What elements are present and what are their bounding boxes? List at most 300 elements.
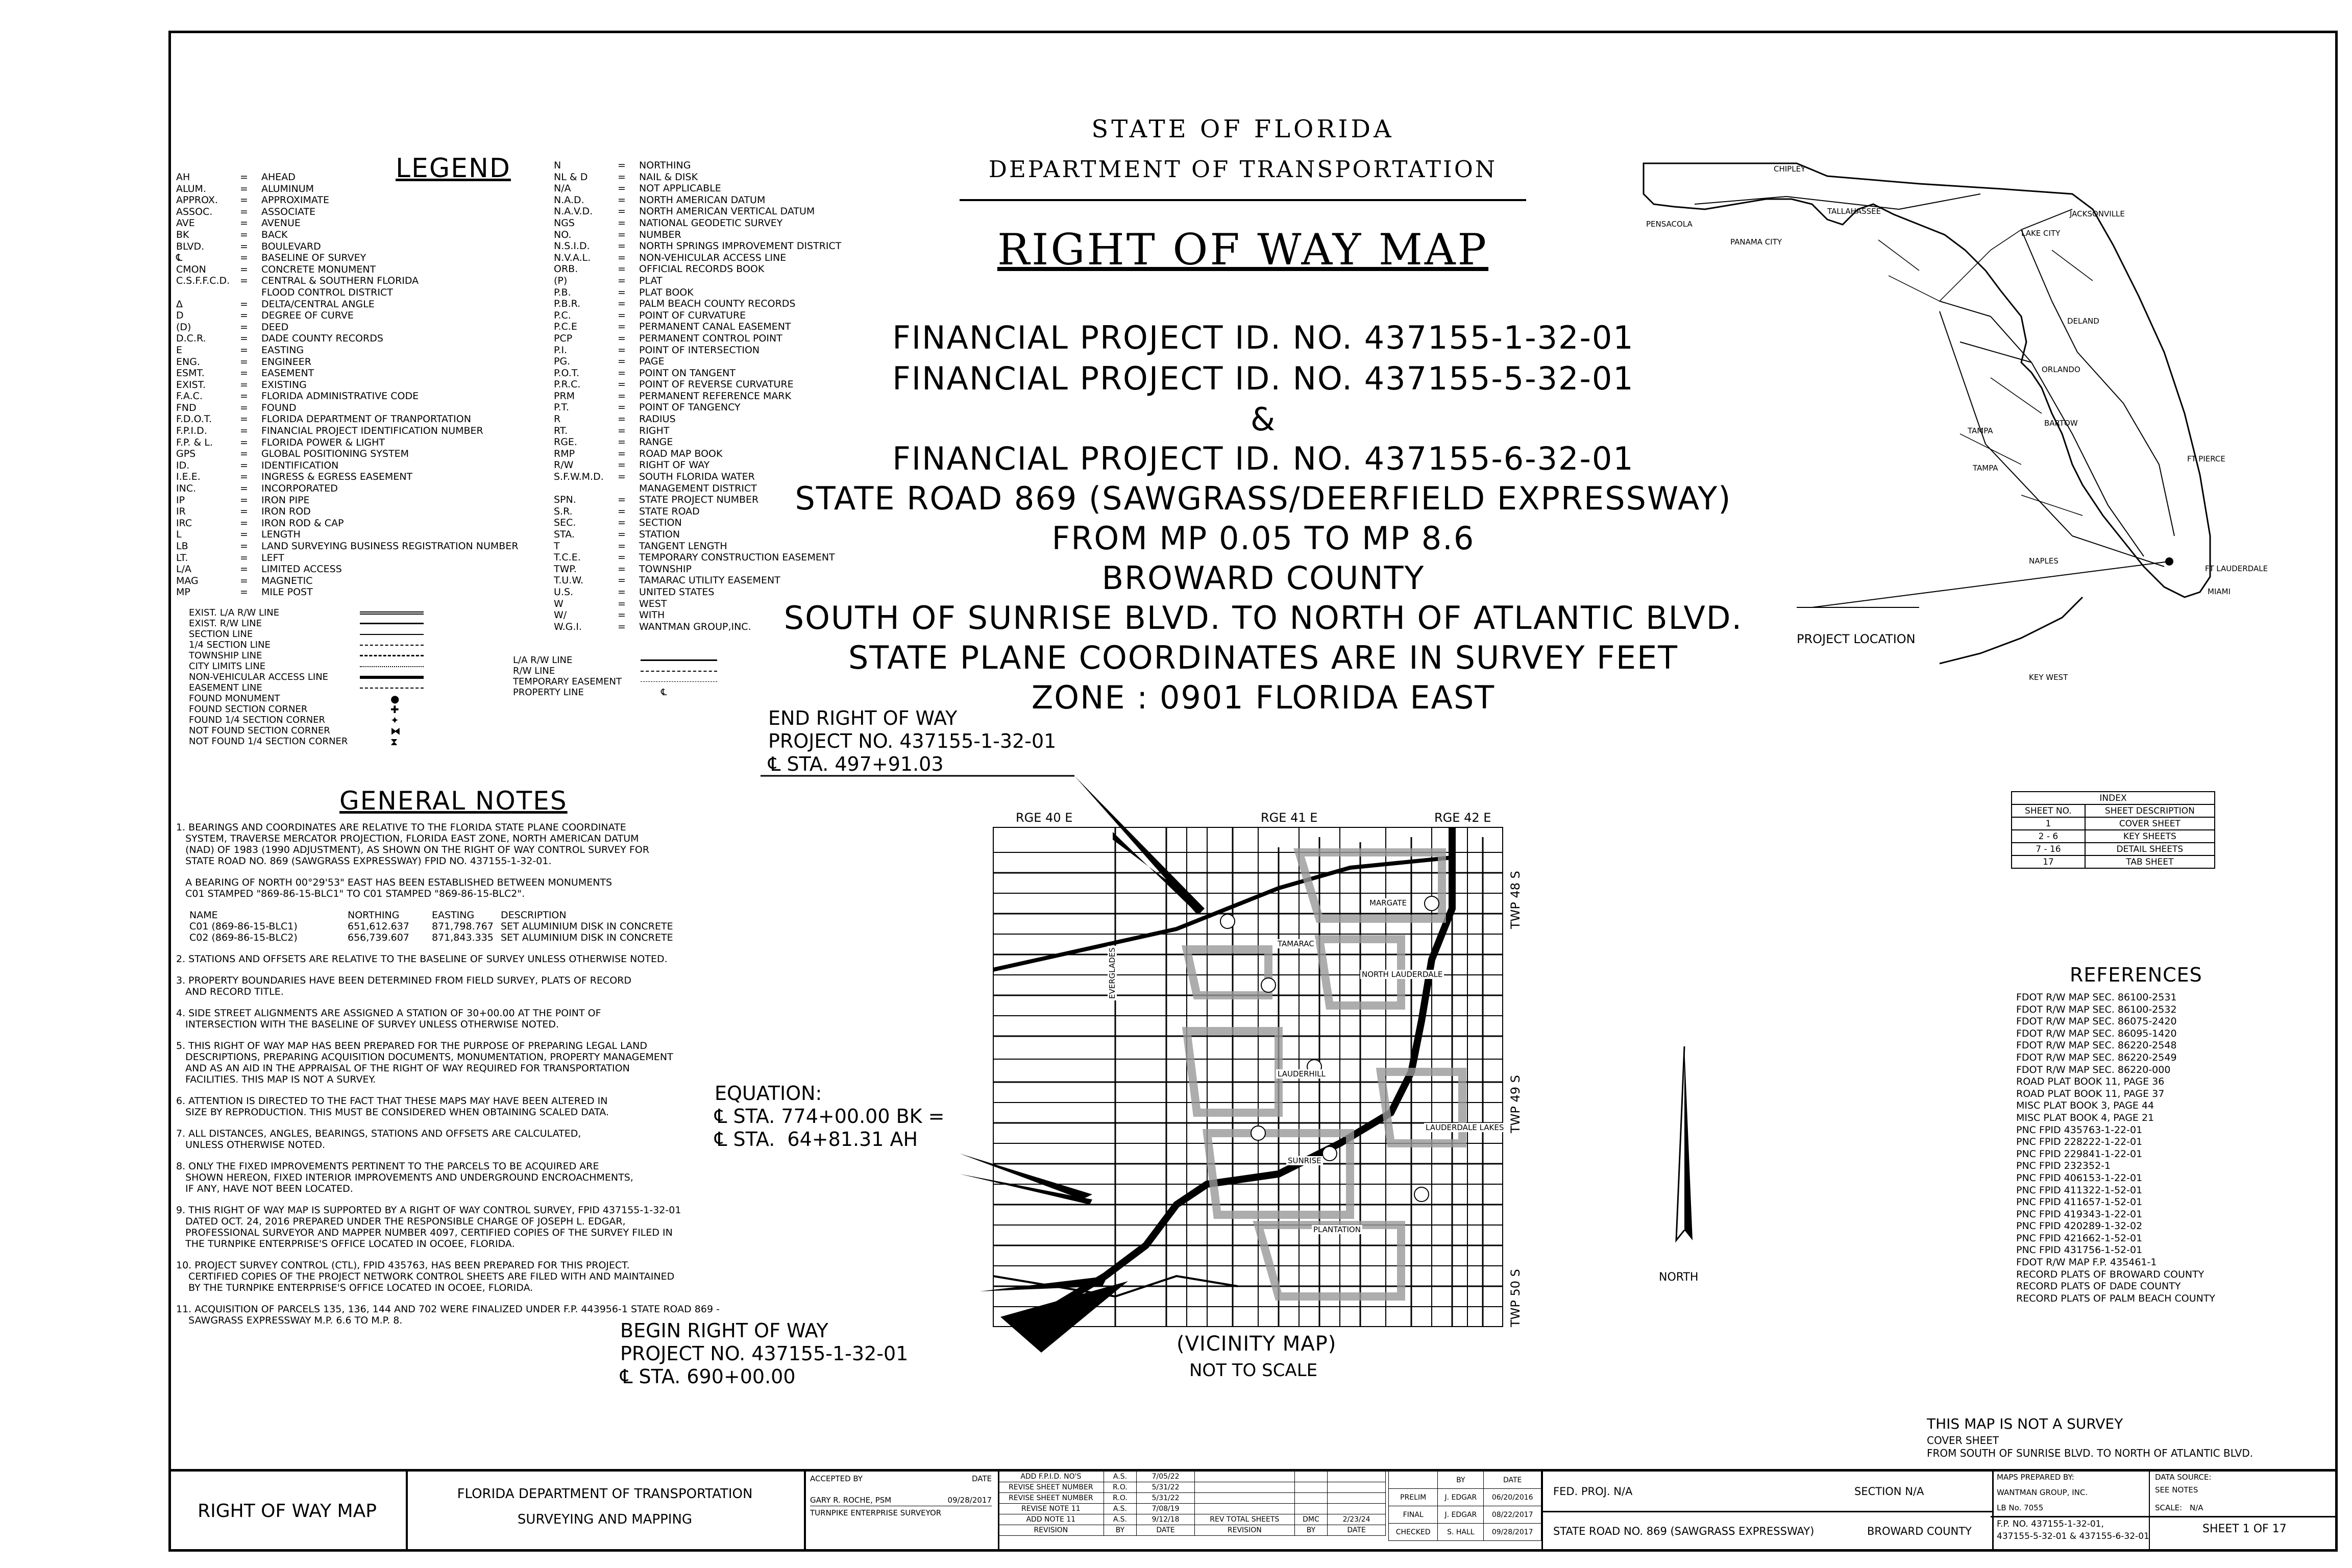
references-list xyxy=(2016,992,2215,1305)
monument-table-cell: SET ALUMINIUM DISK IN CONCRETE xyxy=(501,921,673,932)
legend-line-row xyxy=(189,725,424,736)
legend-entry xyxy=(554,287,841,299)
legend-meaning: TEMPORARY CONSTRUCTION EASEMENT xyxy=(639,552,835,564)
legend-entry xyxy=(176,437,519,449)
legend-equals: = xyxy=(618,252,626,263)
legend-line-label: NOT FOUND 1/4 SECTION CORNER xyxy=(189,736,348,747)
florida-city-label: ORLANDO xyxy=(2042,365,2080,374)
legend-abbr: STA. xyxy=(554,529,575,540)
reference-item: FDOT R/W MAP F.P. 435461-1 xyxy=(2016,1257,2157,1268)
legend-abbr: CMON xyxy=(176,263,206,275)
legend-meaning: STATE PROJECT NUMBER xyxy=(639,494,759,506)
legend-abbr: LB xyxy=(176,541,188,552)
legend-equals: = xyxy=(618,298,626,310)
revision-cell: 7/05/22 xyxy=(1137,1472,1195,1482)
legend-abbr: ℄ xyxy=(176,252,183,264)
title-block-map-type-text: RIGHT OF WAY MAP xyxy=(198,1500,377,1522)
legend-symbol-icon: ✚ xyxy=(390,703,399,716)
legend-abbr: BLVD. xyxy=(176,240,205,252)
index-row xyxy=(2012,830,2215,843)
legend-meaning: RIGHT xyxy=(639,425,670,436)
legend-abbr: NGS xyxy=(554,217,575,229)
legend-abbr: P.I. xyxy=(554,344,568,356)
legend-meaning: TAMARAC UTILITY EASEMENT xyxy=(639,575,780,586)
legend-equals: = xyxy=(240,494,248,506)
legend-entry xyxy=(176,275,519,287)
reference-item: MISC PLAT BOOK 4, PAGE 21 xyxy=(2016,1112,2154,1123)
legend-equals: = xyxy=(618,309,626,321)
legend-abbr: W xyxy=(554,598,564,609)
ampersand: & xyxy=(1250,401,1277,438)
approval-cell: J. EDGAR xyxy=(1438,1489,1484,1506)
division-name: SURVEYING AND MAPPING xyxy=(517,1512,693,1527)
section-label: SECTION N/A xyxy=(1854,1485,1924,1498)
reference-item: FDOT R/W MAP SEC. 86100-2531 xyxy=(2016,992,2177,1003)
legend-line-sample xyxy=(360,688,424,689)
legend-equals: = xyxy=(618,563,626,575)
legend-meaning: WEST xyxy=(639,598,667,609)
legend-meaning: LIMITED ACCESS xyxy=(261,564,342,575)
legend-equals: = xyxy=(240,402,248,413)
legend-meaning: ASSOCIATE xyxy=(261,206,316,217)
legend-entry xyxy=(176,172,519,183)
legend-meaning: SECTION xyxy=(639,517,682,529)
legend-abbr: D.C.R. xyxy=(176,333,206,345)
reference-item: PNC FPID 229841-1-22-01 xyxy=(2016,1148,2143,1160)
legend-equals: = xyxy=(240,459,248,471)
state-road-line: STATE ROAD 869 (SAWGRASS/DEERFIELD EXPRESSWAY) xyxy=(795,480,1732,517)
legend-meaning: PERMANENT CANAL EASEMENT xyxy=(639,321,791,333)
data-source-label: DATA SOURCE: xyxy=(2155,1473,2212,1482)
legend-abbr: P.R.C. xyxy=(554,379,581,390)
legend-meaning: IDENTIFICATION xyxy=(261,459,339,471)
legend-meaning: MAGNETIC xyxy=(261,575,313,586)
accepted-date-label: DATE xyxy=(971,1474,992,1483)
florida-city-label: TAMPA xyxy=(1973,463,1998,473)
revision-cell: REVISE NOTE 11 xyxy=(998,1504,1104,1514)
legend-meaning: RIGHT OF WAY xyxy=(639,459,710,471)
index-cell: 17 xyxy=(2012,855,2085,868)
legend-equals: = xyxy=(618,540,626,552)
legend-equals: = xyxy=(240,252,248,264)
approval-row xyxy=(1389,1489,1541,1506)
revision-header-row xyxy=(998,1525,1386,1536)
legend-line-label: EASEMENT LINE xyxy=(189,682,262,693)
revision-cell: REVISE SHEET NUMBER xyxy=(998,1482,1104,1493)
index-cell: DETAIL SHEETS xyxy=(2085,843,2215,855)
legend-equals: = xyxy=(240,575,248,586)
legend-equals: = xyxy=(618,517,626,529)
legend-meaning: STATE ROAD xyxy=(639,505,700,517)
reference-item: PNC FPID 228222-1-22-01 xyxy=(2016,1136,2143,1148)
approval-row xyxy=(1389,1506,1541,1524)
legend-equals: = xyxy=(618,552,626,564)
heading-divider xyxy=(960,199,1526,201)
reference-item: ROAD PLAT BOOK 11, PAGE 36 xyxy=(2016,1076,2165,1088)
monument-table-cell: C02 (869-86-15-BLC2) xyxy=(189,932,298,943)
legend-line-label: TEMPORARY EASEMENT xyxy=(513,676,622,687)
legend-equals: = xyxy=(240,586,248,598)
index-cell: TAB SHEET xyxy=(2085,855,2215,868)
legend-meaning: WANTMAN GROUP,INC. xyxy=(639,621,751,632)
legend-abbr: IRC xyxy=(176,517,192,529)
legend-meaning: AVENUE xyxy=(261,217,301,229)
legend-abbr: AVE xyxy=(176,217,195,229)
reference-item: PNC FPID 421662-1-52-01 xyxy=(2016,1232,2143,1244)
fpid-line-1: FINANCIAL PROJECT ID. NO. 437155-1-32-01 xyxy=(892,319,1634,356)
legend-entry xyxy=(554,172,841,183)
index-row xyxy=(2012,817,2215,830)
legend-abbr: PG. xyxy=(554,356,571,368)
legend-equals: = xyxy=(240,206,248,217)
legend-equals: = xyxy=(240,379,248,390)
index-row xyxy=(2012,855,2215,868)
legend-entry xyxy=(554,206,841,217)
legend-line-sample xyxy=(360,676,424,679)
revision-cell xyxy=(1294,1482,1328,1493)
florida-city-label: CHIPLEY xyxy=(1774,164,1806,174)
legend-meaning: TANGENT LENGTH xyxy=(639,540,727,552)
legend-equals: = xyxy=(618,217,626,229)
coordinates-line: STATE PLANE COORDINATES ARE IN SURVEY FEET xyxy=(848,639,1679,676)
approval-cell: S. HALL xyxy=(1438,1524,1484,1541)
legend-meaning: FLORIDA ADMINISTRATIVE CODE xyxy=(261,390,419,402)
legend-meaning: DELTA/CENTRAL ANGLE xyxy=(261,298,375,310)
legend-abbr: I.E.E. xyxy=(176,471,201,483)
legend-meaning: POINT OF INTERSECTION xyxy=(639,344,760,356)
approval-cell: CHECKED xyxy=(1389,1524,1438,1541)
florida-city-label: KEY WEST xyxy=(2029,673,2068,682)
reference-item: PNC FPID 431756-1-52-01 xyxy=(2016,1244,2143,1256)
monument-table-cell: SET ALUMINIUM DISK IN CONCRETE xyxy=(501,932,673,943)
legend-equals: = xyxy=(618,321,626,333)
legend-abbr: IR xyxy=(176,506,186,518)
legend-equals: = xyxy=(618,436,626,448)
legend-equals: = xyxy=(618,286,626,298)
reference-item: ROAD PLAT BOOK 11, PAGE 37 xyxy=(2016,1088,2165,1099)
north-arrow-icon xyxy=(1674,1046,1695,1261)
not-a-survey-note: THIS MAP IS NOT A SURVEY xyxy=(1927,1415,2123,1432)
agency-name: FLORIDA DEPARTMENT OF TRANSPORTATION xyxy=(457,1486,753,1502)
revision-cell: A.S. xyxy=(1104,1504,1137,1514)
legend-line-row xyxy=(189,629,424,640)
revision-cell: 7/08/19 xyxy=(1137,1504,1195,1514)
legend-equals: = xyxy=(618,229,626,240)
township-label: TWP 48 S xyxy=(1508,871,1523,929)
legend-line-label: L/A R/W LINE xyxy=(513,655,573,666)
revision-row xyxy=(998,1504,1386,1514)
project-block xyxy=(1541,1470,1994,1552)
general-note: A BEARING OF NORTH 00°29'53" EAST HAS BEEN ESTABLISHED BETWEEN MONUMENTS C01 STAMPED "869-86-15-BLC1" TO C01 STAMPED "869-86-15-BLC2". xyxy=(185,877,612,899)
legend-line-label: FOUND MONUMENT xyxy=(189,693,280,704)
legend-meaning: UNITED STATES xyxy=(639,586,715,598)
reference-item: PNC FPID 232352-1 xyxy=(2016,1160,2111,1172)
reference-item: MISC PLAT BOOK 3, PAGE 44 xyxy=(2016,1100,2154,1112)
vicinity-map-subtitle: NOT TO SCALE xyxy=(1189,1360,1318,1381)
monument-table-cell: 656,739.607 xyxy=(348,932,409,943)
index-cell: 1 xyxy=(2012,817,2085,830)
legend-line-label: TOWNSHIP LINE xyxy=(189,650,262,661)
legend-entry xyxy=(176,206,519,218)
range-label: RGE 41 E xyxy=(1261,811,1318,825)
general-note: 6. ATTENTION IS DIRECTED TO THE FACT THAT THESE MAPS MAY HAVE BEEN ALTERED IN SIZE BY REPRODUCTION. THIS MUST BE CONSIDERED WHEN OBTAINING SCALED DATA. xyxy=(176,1095,609,1118)
legend-entry xyxy=(176,448,519,460)
monument-table-cell: NORTHING xyxy=(348,910,400,921)
legend-abbr: E xyxy=(176,344,183,356)
legend-abbr: P.C. xyxy=(554,309,571,321)
legend-abbr: W/ xyxy=(554,609,567,621)
legend-equals: = xyxy=(618,425,626,436)
legend-abbr: R/W xyxy=(554,459,574,471)
legend-meaning: PLAT BOOK xyxy=(639,286,694,298)
legend-equals: = xyxy=(618,529,626,540)
revision-row xyxy=(998,1482,1386,1493)
index-cell: SHEET DESCRIPTION xyxy=(2085,804,2215,817)
legend-line-row xyxy=(189,682,424,693)
approval-row xyxy=(1389,1524,1541,1541)
township-label: TWP 50 S xyxy=(1508,1269,1523,1327)
index-cell: 2 - 6 xyxy=(2012,830,2085,843)
monument-table-header xyxy=(189,910,738,921)
legend-abbr: ALUM. xyxy=(176,183,206,194)
revision-row xyxy=(998,1472,1386,1482)
reference-item: RECORD PLATS OF BROWARD COUNTY xyxy=(2016,1268,2204,1280)
revision-cell xyxy=(1328,1493,1386,1504)
reference-item: FDOT R/W MAP SEC. 86100-2532 xyxy=(2016,1003,2177,1015)
legend-abbr: ASSOC. xyxy=(176,206,213,217)
legend-line-label: NOT FOUND SECTION CORNER xyxy=(189,725,330,736)
revision-cell: R.O. xyxy=(1104,1493,1137,1504)
index-cell: COVER SHEET xyxy=(2085,817,2215,830)
legend-entry xyxy=(176,345,519,356)
legend-abbr: N.A.V.D. xyxy=(554,206,593,217)
legend-entry xyxy=(176,471,519,483)
legend-line-label: CITY LIMITS LINE xyxy=(189,661,266,672)
legend-entry xyxy=(176,586,519,598)
revision-cell: DATE xyxy=(1328,1525,1386,1536)
legend-entry xyxy=(176,564,519,575)
revision-table xyxy=(998,1471,1386,1536)
reference-item: PNC FPID 420289-1-32-02 xyxy=(2016,1220,2143,1232)
general-note: 1. BEARINGS AND COORDINATES ARE RELATIVE TO THE FLORIDA STATE PLANE COORDINATE SYSTEM, TRAVERSE MERCATOR PROJECTION, FLORIDA EAST ZONE, NORTH AMERICAN DATUM (NAD) OF 1983 (1990 ADJUSTMENT), AS SHOWN ON THE RIGHT OF WAY CONTROL SURVEY FOR STATE ROAD NO. 869 (SAWGRASS EXPRESSWAY) FPID NO. 437155-1-32-01. xyxy=(176,822,650,867)
legend-meaning: WITH xyxy=(639,609,665,621)
legend-line-row xyxy=(189,715,424,725)
revision-cell: 9/12/18 xyxy=(1137,1514,1195,1525)
florida-city-label: LAKE CITY xyxy=(2021,229,2061,238)
legend-line-row xyxy=(189,640,424,650)
references-title: REFERENCES xyxy=(2070,964,2202,986)
legend-equals: = xyxy=(618,332,626,344)
legend-abbr xyxy=(176,287,240,299)
legend-line-label: EXIST. L/A R/W LINE xyxy=(189,607,280,618)
florida-city-label: TAMPA xyxy=(1968,426,1993,435)
legend-meaning: FLORIDA DEPARTMENT OF TRANPORTATION xyxy=(261,413,471,425)
surveyor-title: TURNPIKE ENTERPRISE SURVEYOR xyxy=(810,1508,942,1517)
revision-cell: A.S. xyxy=(1104,1472,1137,1482)
general-note: 7. ALL DISTANCES, ANGLES, BEARINGS, STATIONS AND OFFSETS ARE CALCULATED, UNLESS OTHERWISE NOTED. xyxy=(176,1128,581,1150)
legend-symbol-icon: ● xyxy=(390,692,400,705)
end-right-of-way-label: END RIGHT OF WAY PROJECT NO. 437155-1-32-01 ℄ STA. 497+91.03 xyxy=(768,707,1057,775)
legend-abbr: ESMT. xyxy=(176,368,205,379)
legend-meaning: NORTHING xyxy=(639,160,691,171)
legend-line-label: PROPERTY LINE xyxy=(513,687,584,698)
legend-line-types xyxy=(189,607,424,747)
legend-entry xyxy=(176,322,519,333)
legend-meaning: FLOOD CONTROL DISTRICT xyxy=(261,286,393,298)
fp-number: F.P. NO. 437155-1-32-01, xyxy=(1997,1519,2104,1529)
county-label: BROWARD COUNTY xyxy=(1867,1525,1972,1537)
general-notes-title: GENERAL NOTES xyxy=(339,786,568,816)
legend-symbol-icon: ⧗ xyxy=(390,735,398,748)
legend-line-sample xyxy=(641,681,717,682)
legend-abbr: P.B.R. xyxy=(554,298,581,310)
legend-entry xyxy=(176,495,519,506)
legend-abbr: T.U.W. xyxy=(554,575,583,586)
revision-cell: REVISION xyxy=(998,1525,1104,1536)
legend-entry xyxy=(554,217,841,229)
legend-meaning: RANGE xyxy=(639,436,673,448)
revision-cell xyxy=(1194,1493,1294,1504)
legend-equals: = xyxy=(618,494,626,506)
vicinity-place-label: TAMARAC xyxy=(1276,939,1316,948)
vicinity-place-label: MARGATE xyxy=(1368,898,1408,908)
general-note: 9. THIS RIGHT OF WAY MAP IS SUPPORTED BY A RIGHT OF WAY CONTROL SURVEY, FPID 437155-1-32-01 DATED OCT. 24, 2016 PREPARED UNDER THE RESPONSIBLE CHARGE OF JOSEPH L. EDGAR, PROFESSIONAL SURVEYOR AND MAPPER NUMBER 4097, CERTIFIED COPIES OF THE SURVEY FILED IN THE TURNPIKE ENTERPRISE'S OFFICE LOCATED IN OCOEE, FLORIDA. xyxy=(176,1205,681,1250)
approval-cell: FINAL xyxy=(1389,1506,1438,1524)
monument-table-row xyxy=(189,932,738,943)
legend-equals: = xyxy=(240,194,248,206)
legend-symbol-icon: ✦ xyxy=(390,714,399,726)
legend-line-row xyxy=(189,650,424,661)
legend-equals: = xyxy=(240,217,248,229)
legend-equals: = xyxy=(240,413,248,425)
florida-city-label: BARTOW xyxy=(2044,419,2078,428)
legend-equals: = xyxy=(240,552,248,564)
legend-line-label: FOUND SECTION CORNER xyxy=(189,704,308,715)
legend-equals: = xyxy=(618,379,626,390)
sheet-number: SHEET 1 OF 17 xyxy=(2202,1523,2287,1535)
legend-line-row xyxy=(189,672,424,682)
general-note: 10. PROJECT SURVEY CONTROL (CTL), FPID 435763, HAS BEEN PREPARED FOR THIS PROJECT. CERTIFIED COPIES OF THE PROJECT NETWORK CONTROL SHEETS ARE FILED WITH AND MAINTAINED BY THE TURNPIKE ENTERPRISE'S OFFICE LOCATED IN OCOEE, FLORIDA. xyxy=(176,1260,675,1293)
florida-city-label: TALLAHASSEE xyxy=(1827,207,1881,216)
legend-abbr: TWP. xyxy=(554,563,577,575)
legend-equals: = xyxy=(618,390,626,402)
legend-meaning: RADIUS xyxy=(639,413,676,425)
zone-line: ZONE : 0901 FLORIDA EAST xyxy=(1031,679,1496,716)
florida-city-label: JACKSONVILLE xyxy=(2070,209,2125,218)
legend-line-sample xyxy=(360,611,424,615)
legend-abbr xyxy=(554,483,618,495)
legend-abbr: LT. xyxy=(176,552,188,564)
legend-line-label: EXIST. R/W LINE xyxy=(189,618,262,629)
legend-abbr: RMP xyxy=(554,448,575,459)
monument-table-cell: 651,612.637 xyxy=(348,921,409,932)
legend-abbr: SPN. xyxy=(554,494,576,506)
legend-meaning: LENGTH xyxy=(261,529,301,541)
approval-cell: 06/20/2016 xyxy=(1484,1489,1541,1506)
legend-equals: = xyxy=(618,586,626,598)
legend-meaning: LEFT xyxy=(261,552,284,564)
accepted-by-label: ACCEPTED BY xyxy=(810,1474,863,1483)
legend-equals: = xyxy=(618,183,626,194)
legend-abbr: MAG xyxy=(176,575,199,586)
legend-abbr: N xyxy=(554,160,561,171)
legend-equals: = xyxy=(240,263,248,275)
legend-abbr: NO. xyxy=(554,229,572,240)
legend-equals: = xyxy=(240,333,248,345)
legend-abbr: P.T. xyxy=(554,402,569,413)
legend-abbr: T xyxy=(554,540,560,552)
legend-equals: = xyxy=(618,402,626,413)
revision-cell: REVISE SHEET NUMBER xyxy=(998,1493,1104,1504)
begin-right-of-way-label: BEGIN RIGHT OF WAY PROJECT NO. 437155-1-32-01 ℄ STA. 690+00.00 xyxy=(620,1319,909,1388)
vicinity-place-label: LAUDERHILL xyxy=(1276,1069,1327,1079)
general-note: 2. STATIONS AND OFFSETS ARE RELATIVE TO THE BASELINE OF SURVEY UNLESS OTHERWISE NOTED. xyxy=(176,953,668,965)
legend-equals: = xyxy=(618,609,626,621)
legend-meaning: ENGINEER xyxy=(261,356,311,368)
legend-equals: = xyxy=(618,459,626,471)
approval-cell: 08/22/2017 xyxy=(1484,1506,1541,1524)
legend-entry xyxy=(176,518,519,529)
revision-cell: 5/31/22 xyxy=(1137,1482,1195,1493)
legend-entry xyxy=(176,460,519,472)
legend-equals: = xyxy=(240,229,248,240)
monument-table-cell: C01 (869-86-15-BLC1) xyxy=(189,921,298,932)
legend-abbr: F.D.O.T. xyxy=(176,413,212,425)
legend-meaning: NOT APPLICABLE xyxy=(639,183,721,194)
general-note: 3. PROPERTY BOUNDARIES HAVE BEEN DETERMINED FROM FIELD SURVEY, PLATS OF RECORD AND RECORD TITLE. xyxy=(176,975,632,997)
revision-row xyxy=(998,1493,1386,1504)
legend-line-label: SECTION LINE xyxy=(189,629,253,640)
legend-abbr: (D) xyxy=(176,321,191,333)
revision-cell xyxy=(1328,1504,1386,1514)
legend-meaning: APPROXIMATE xyxy=(261,194,329,206)
legend-equals: = xyxy=(240,356,248,368)
legend-abbr: FND xyxy=(176,402,197,413)
revision-cell: ADD F.P.I.D. NO'S xyxy=(998,1472,1104,1482)
baseline-symbol-icon: ℄ xyxy=(661,687,667,698)
legend-line-row xyxy=(513,666,717,676)
monument-table xyxy=(176,910,738,943)
state-road-label: STATE ROAD NO. 869 (SAWGRASS EXPRESSWAY) xyxy=(1553,1525,1815,1537)
legend-meaning: MANAGEMENT DISTRICT xyxy=(639,482,757,494)
surveyor-name: GARY R. ROCHE, PSM xyxy=(810,1496,892,1505)
general-note: 5. THIS RIGHT OF WAY MAP HAS BEEN PREPARED FOR THE PURPOSE OF PREPARING LEGAL LAND DESCRIPTIONS, PREPARING ACQUISITION DOCUMENTS, MONUMENTATION, PROPERTY MANAGEMENT AND AS AN AID IN THE APPRAISAL OF THE RIGHT OF WAY REQUIRED FOR TRANSPORTATION FACILITIES. THIS MAP IS NOT A SURVEY. xyxy=(176,1040,673,1085)
prepared-by-label: MAPS PREPARED BY: xyxy=(1997,1473,2074,1482)
legend-symbol-icon: ⧓ xyxy=(390,724,401,737)
legend-equals: = xyxy=(240,390,248,402)
fp-number-2: 437155-5-32-01 & 437155-6-32-01 xyxy=(1997,1531,2149,1541)
vicinity-place-label: NORTH LAUDERDALE xyxy=(1360,970,1444,979)
legend-entry xyxy=(176,575,519,587)
florida-city-label: MIAMI xyxy=(2208,587,2231,596)
legend-equals: = xyxy=(240,298,248,310)
revision-cell xyxy=(1328,1472,1386,1482)
legend-meaning: PERMANENT CONTROL POINT xyxy=(639,332,782,344)
legend-meaning: EASEMENT xyxy=(261,368,314,379)
legend-abbr: S.R. xyxy=(554,505,573,517)
legend-equals: = xyxy=(240,483,248,495)
legend-abbr: NL & D xyxy=(554,171,588,183)
legend-abbr: L xyxy=(176,529,182,541)
legend-equals: = xyxy=(618,505,626,517)
vicinity-place-label: SUNRISE xyxy=(1286,1156,1323,1165)
legend-abbr: C.S.F.F.C.D. xyxy=(176,275,230,287)
approval-cell xyxy=(1389,1472,1438,1489)
legend-line-label: R/W LINE xyxy=(513,666,555,676)
legend-equals: = xyxy=(618,575,626,586)
legend-line-sample xyxy=(641,659,717,661)
data-source: SEE NOTES xyxy=(2155,1485,2198,1494)
